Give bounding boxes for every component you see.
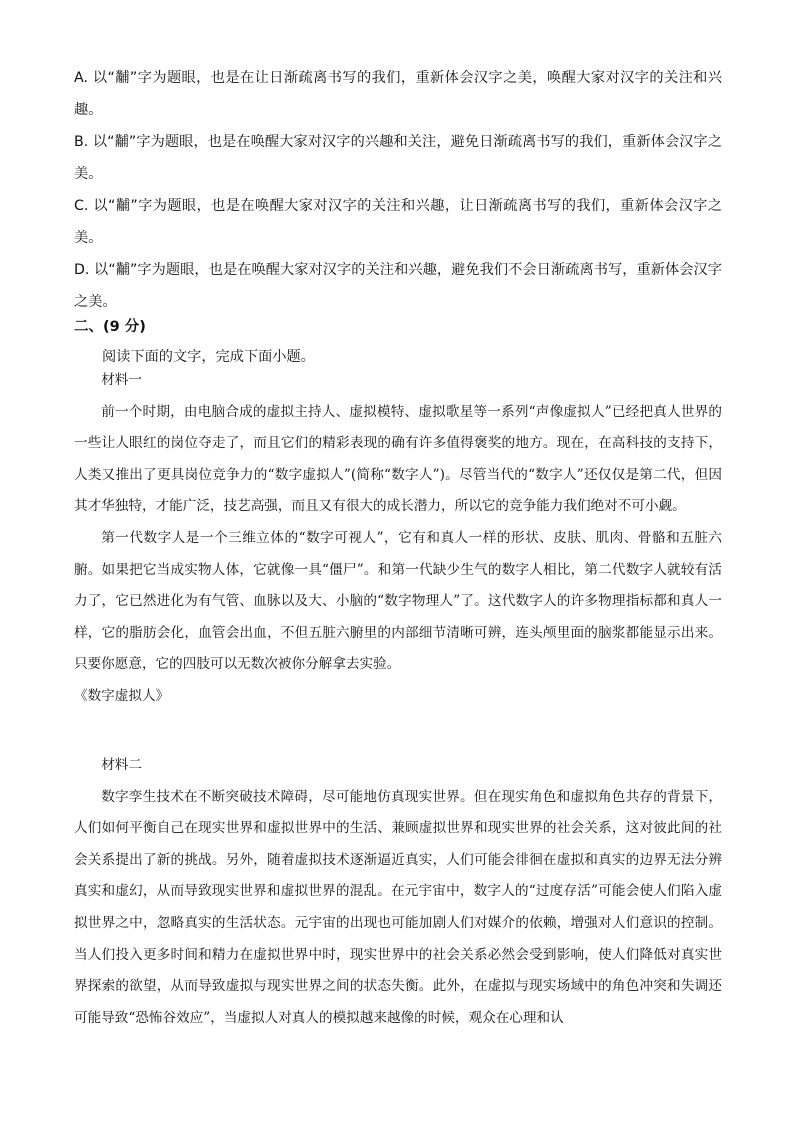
material-one-source: 《数字虚拟人》 (74, 687, 170, 704)
option-d: D. 以“黼”字为题眼，也是在唤醒大家对汉字的关注和兴趣，避免我们不会日渐疏离书写，重新体会汉字之美。 (74, 262, 722, 310)
instruction-text: 阅读下面的文字，完成下面小题。 (102, 349, 315, 365)
material-one (74, 365, 722, 713)
material-two-label: 材料二 (101, 757, 142, 773)
answer-options (74, 62, 722, 318)
option-a: A. 以“黼”字为题眼，也是在让日渐疏离书写的我们，重新体会汉字之美，唤醒大家对汉字的关注和兴趣。 (74, 70, 722, 118)
material-one-paragraph: 第一代数字人是一个三维立体的“数字可视人”，它有和真人一样的形状、皮肤、肌肉、骨骼和五脏六腑。如果把它当成实物人体，它就像一具“僵尸”。和第一代缺少生气的数字人相比，第二代数字人就较有活力了，它已然进化为有气管、血脉以及大、小脑的“数字物理人”了。这代数字人的许多物理指标都和真人一样，它的脂肪会化，血管会出血，不但五脏六腑里的内部细节清晰可辨，连头颅里面的脑浆都能显示出来。只要你愿意，它的四肢可以无数次被你分解拿去实验。 (74, 529, 722, 673)
material-two (74, 750, 722, 1034)
option-c: C. 以“黼”字为题眼，也是在唤醒大家对汉字的关注和兴趣，让日渐疏离书写的我们，重新体会汉字之美。 (74, 198, 722, 246)
material-two-paragraph: 数字孪生技术在不断突破技术障碍，尽可能地仿真现实世界。但在现实角色和虚拟角色共存的背景下，人们如何平衡自己在现实世界和虚拟世界中的生活、兼顾虚拟世界和现实世界的社会关系，这对彼此间的社会关系提出了新的挑战。另外，随着虚拟技术逐渐逼近真实，人们可能会徘徊在虚拟和真实的边界无法分辨真实和虚幻，从而导致现实世界和虚拟世界的混乱。在元宇宙中，数字人的“过度存活”可能会使人们陷入虚拟世界之中，忽略真实的生活状态。元宇宙的出现也可能加剧人们对媒介的依赖，增强对人们意识的控制。当人们投入更多时间和精力在虚拟世界中时，现实世界中的社会关系必然会受到影响，使人们降低对真实世界探索的欲望，从而导致虚拟与现实世界之间的状态失衡。此外，在虚拟与现实场域中的角色冲突和失调还可能导致“恐怖谷效应”，当虚拟人对真人的模拟越来越像的时候，观众在心理和认 (74, 788, 722, 1026)
material-one-label: 材料一 (101, 372, 142, 388)
material-one-paragraph: 前一个时期，由电脑合成的虚拟主持人、虚拟模特、虚拟歌星等一系列“声像虚拟人”已经把真人世界的一些让人眼红的岗位夺走了，而且它们的精彩表现的确有许多值得褒奖的地方。现在，在高科技的支持下，人类又推出了更具岗位竞争力的“数字虚拟人”(简称“数字人”)。尽管当代的“数字人”还仅仅是第二代，但因其才华独特，才能广泛，技艺高强，而且又有很大的成长潜力，所以它的竞争能力我们绝对不可小觑。 (74, 403, 722, 515)
section-heading: 二、(9 分) (74, 319, 146, 335)
option-b: B. 以“黼”字为题眼，也是在唤醒大家对汉字的兴趣和关注，避免日渐疏离书写的我们，重新体会汉字之美。 (74, 134, 722, 182)
